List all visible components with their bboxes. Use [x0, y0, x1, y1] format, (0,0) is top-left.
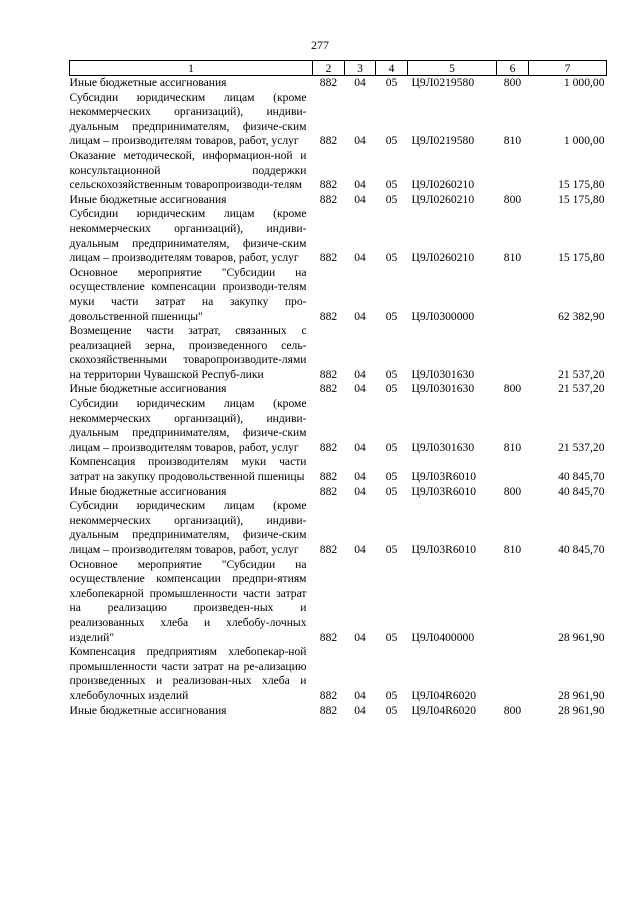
- row-ministry-code: 882: [319, 134, 338, 148]
- row-expense-type: [497, 455, 529, 484]
- row-ministry-code: 882: [319, 251, 338, 265]
- row-ministry-code: 882: [319, 543, 338, 556]
- row-description: Субсидии юридическим лицам (кроме некоммерческих организаций), индиви-дуальным предпринимателям, физиче-ским лицам – производителям товаров, работ, услуг: [69, 90, 307, 148]
- table-row: [70, 645, 607, 703]
- row-expense-type: 810: [503, 134, 522, 148]
- row-expense-type: [497, 324, 529, 382]
- row-subsection: 05: [385, 543, 398, 556]
- row-amount: 21 537,20: [558, 382, 605, 396]
- row-section: 04: [354, 484, 366, 498]
- row-expense-type: 800: [503, 192, 522, 206]
- row-amount: 15 175,80: [558, 192, 605, 206]
- row-amount: 28 961,90: [558, 688, 605, 702]
- row-ministry-code: 882: [319, 703, 338, 717]
- row-expense-type: 800: [503, 382, 522, 396]
- table-row: [70, 324, 607, 382]
- column-header-1: 1: [70, 61, 313, 76]
- table-row: [70, 266, 607, 324]
- row-section: 04: [354, 630, 366, 644]
- column-header-7: 7: [529, 61, 607, 76]
- row-ministry-code: 882: [319, 440, 338, 454]
- row-subsection: 05: [385, 703, 398, 717]
- row-description: Иные бюджетные ассигнования: [69, 192, 227, 206]
- table-row: [70, 193, 607, 208]
- row-ministry-code: 882: [319, 76, 338, 89]
- row-subsection: 05: [385, 630, 398, 644]
- table-row: [70, 91, 607, 149]
- row-amount: 40 845,70: [558, 484, 605, 498]
- table-row: [70, 382, 607, 397]
- row-expense-type: [497, 266, 529, 324]
- page-number: 277: [311, 38, 329, 52]
- row-description: Компенсация производителям муки части затрат на закупку продовольственной пшеницы: [69, 455, 307, 484]
- row-amount: 28 961,90: [558, 630, 605, 644]
- row-target-article: Ц9Л0301630: [411, 382, 475, 396]
- row-expense-type: [497, 645, 529, 703]
- row-expense-type: 800: [503, 703, 522, 717]
- row-target-article: Ц9Л0300000: [411, 309, 475, 323]
- row-section: 04: [354, 309, 366, 323]
- row-target-article: Ц9Л04R6020: [411, 703, 477, 717]
- row-target-article: Ц9Л03R6010: [411, 470, 477, 484]
- row-target-article: Ц9Л0219580: [411, 134, 475, 148]
- row-ministry-code: 882: [319, 178, 338, 192]
- row-ministry-code: 882: [319, 367, 338, 381]
- row-expense-type: 800: [503, 484, 522, 498]
- row-description: Иные бюджетные ассигнования: [69, 703, 227, 717]
- row-target-article: Ц9Л0301630: [411, 367, 475, 381]
- row-subsection: 05: [385, 251, 398, 265]
- row-target-article: Ц9Л0219580: [411, 76, 475, 89]
- table-row: [70, 397, 607, 455]
- row-description: Субсидии юридическим лицам (кроме некоммерческих организаций), индиви-дуальным предпринимателям, физиче-ским лицам – производителям товаров, работ, услуг: [69, 499, 307, 556]
- row-subsection: 05: [385, 76, 398, 89]
- column-header-3: 3: [345, 61, 376, 76]
- row-target-article: Ц9Л0400000: [411, 630, 475, 644]
- row-subsection: 05: [385, 309, 398, 323]
- row-expense-type: 810: [503, 543, 522, 556]
- row-target-article: Ц9Л0260210: [411, 178, 475, 192]
- row-section: 04: [354, 178, 366, 192]
- row-amount: 1 000,00: [563, 134, 605, 148]
- row-description: Субсидии юридическим лицам (кроме некоммерческих организаций), индиви-дуальным предпринимателям, физиче-ским лицам – производителям товаров, работ, услуг: [69, 397, 307, 454]
- row-subsection: 05: [385, 134, 398, 148]
- row-amount: 21 537,20: [558, 367, 605, 381]
- row-ministry-code: 882: [319, 688, 338, 702]
- row-subsection: 05: [385, 178, 398, 192]
- row-ministry-code: 882: [319, 470, 338, 484]
- row-section: 04: [354, 76, 366, 89]
- row-target-article: Ц9Л03R6010: [411, 543, 477, 556]
- row-expense-type: 800: [503, 76, 522, 89]
- row-ministry-code: 882: [319, 630, 338, 644]
- table-row: [70, 207, 607, 265]
- row-section: 04: [354, 367, 366, 381]
- row-amount: 15 175,80: [558, 178, 605, 192]
- row-expense-type: 810: [503, 251, 522, 265]
- column-header-2: 2: [313, 61, 345, 76]
- column-header-5: 5: [408, 61, 497, 76]
- row-subsection: 05: [385, 688, 398, 702]
- header-row: [70, 61, 607, 76]
- row-subsection: 05: [385, 484, 398, 498]
- row-section: 04: [354, 543, 366, 556]
- table-header: [70, 61, 607, 76]
- row-target-article: Ц9Л0260210: [411, 251, 475, 265]
- row-description: Возмещение части затрат, связанных с реализацией зерна, произведенного сель-скохозяйственными товаропроизводите-лями на территории Чувашской Респуб-лики: [69, 324, 307, 381]
- row-amount: 28 961,90: [558, 703, 605, 717]
- row-subsection: 05: [385, 367, 398, 381]
- row-expense-type: [497, 558, 529, 646]
- column-header-4: 4: [376, 61, 408, 76]
- row-section: 04: [354, 440, 366, 454]
- table-row: [70, 76, 607, 91]
- row-amount: 62 382,90: [558, 309, 605, 323]
- row-section: 04: [354, 703, 366, 717]
- row-expense-type: 810: [503, 440, 522, 454]
- row-amount: 40 845,70: [558, 470, 605, 484]
- row-description: Субсидии юридическим лицам (кроме некоммерческих организаций), индиви-дуальным предпринимателям, физиче-ским лицам – производителям товаров, работ, услуг: [69, 207, 307, 265]
- row-section: 04: [354, 251, 366, 265]
- table-row: [70, 558, 607, 646]
- row-amount: 15 175,80: [558, 251, 605, 265]
- row-subsection: 05: [385, 440, 398, 454]
- row-ministry-code: 882: [319, 382, 338, 396]
- row-ministry-code: 882: [319, 484, 338, 498]
- row-description: Иные бюджетные ассигнования: [69, 382, 227, 396]
- column-header-6: 6: [497, 61, 529, 76]
- row-amount: 40 845,70: [558, 543, 605, 556]
- row-ministry-code: 882: [319, 309, 338, 323]
- row-target-article: Ц9Л04R6020: [411, 688, 477, 702]
- table-row: [70, 704, 607, 719]
- row-description: Основное мероприятие "Субсидии на осуществление компенсации предпри-ятиям хлебопекарной промышленности части затрат на реализацию произведен-ных и реализованных хлеба и хлебобу-лочных изделий": [69, 557, 307, 644]
- row-description: Иные бюджетные ассигнования: [69, 484, 227, 498]
- row-subsection: 05: [385, 192, 398, 206]
- row-target-article: Ц9Л0260210: [411, 192, 475, 206]
- row-description: Оказание методической, информацион-ной и консультационной поддержки сельскохозяйственным товаропроизводи-телям: [69, 148, 307, 192]
- table-row: [70, 149, 607, 193]
- row-amount: 21 537,20: [558, 440, 605, 454]
- row-section: 04: [354, 382, 366, 396]
- table-row: [70, 455, 607, 484]
- row-target-article: Ц9Л0301630: [411, 440, 475, 454]
- row-section: 04: [354, 688, 366, 702]
- budget-table: [69, 60, 607, 718]
- row-ministry-code: 882: [319, 192, 338, 206]
- table-row: [70, 499, 607, 557]
- table-body: [70, 76, 607, 719]
- row-section: 04: [354, 470, 366, 484]
- row-section: 04: [354, 134, 366, 148]
- row-subsection: 05: [385, 382, 398, 396]
- row-description: Иные бюджетные ассигнования: [69, 76, 227, 89]
- row-amount: 1 000,00: [563, 76, 605, 89]
- row-expense-type: [497, 149, 529, 193]
- table-row: [70, 485, 607, 500]
- row-description: Основное мероприятие "Субсидии на осуществление компенсации производи-телям муки части затрат на закупку про-довольственной пшеницы": [69, 265, 307, 323]
- row-section: 04: [354, 192, 366, 206]
- row-description: Компенсация предприятиям хлебопекар-ной промышленности части затрат на ре-ализацию произведенных и реализован-ных хлеба и хлебобулочных изделий: [69, 645, 307, 702]
- row-subsection: 05: [385, 470, 398, 484]
- row-target-article: Ц9Л03R6010: [411, 484, 477, 498]
